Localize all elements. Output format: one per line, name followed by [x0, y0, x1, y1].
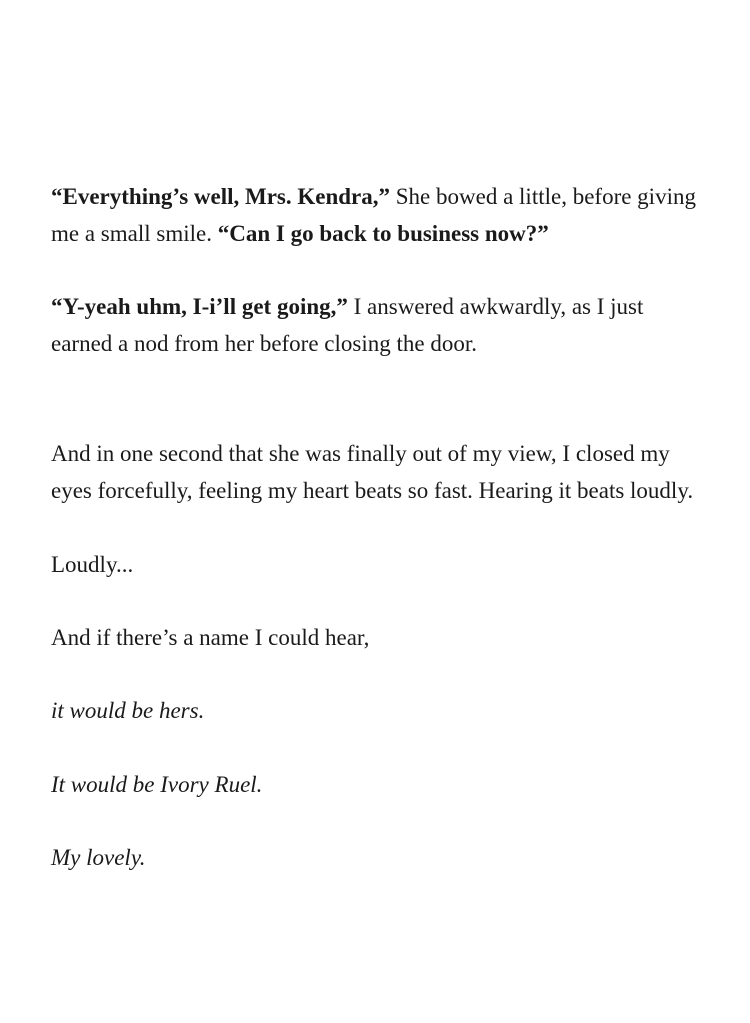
paragraph-dialogue-1	[51, 178, 711, 252]
narration-text: I answered awkwardly, as I just	[347, 294, 644, 319]
narration-text: And in one second that she was finally out of my view, I closed my	[51, 441, 670, 466]
narration-text: eyes forcefully, feeling my heart beats so fast. Hearing it beats loudly.	[51, 478, 694, 503]
narration-text: She bowed a little, before giving	[390, 184, 696, 209]
dialogue-bold: “Can I go back to business now?”	[217, 221, 549, 246]
text-line	[51, 178, 711, 215]
italic-text: It would be Ivory Ruel.	[51, 772, 263, 797]
narration-text: Loudly...	[51, 552, 134, 577]
dialogue-bold: “Y-yeah uhm, I-i’ll get going,”	[51, 294, 348, 319]
paragraph-italic-ivory	[51, 766, 711, 803]
text-line	[51, 288, 711, 325]
dialogue-bold: “Everything’s well, Mrs. Kendra,”	[51, 184, 391, 209]
narration-text: And if there’s a name I could hear,	[51, 625, 370, 650]
paragraph-loudly	[51, 546, 711, 583]
text-line	[51, 472, 711, 509]
italic-text: it would be hers.	[51, 698, 205, 723]
paragraph-italic-hers	[51, 692, 711, 729]
paragraph-dialogue-2	[51, 288, 711, 362]
paragraph-narration	[51, 435, 711, 509]
text-line	[51, 435, 711, 472]
text-line	[51, 215, 711, 252]
paragraph-name	[51, 619, 711, 656]
paragraph-italic-lovely	[51, 839, 711, 876]
narration-text: me a small smile.	[51, 221, 218, 246]
text-line	[51, 325, 711, 362]
italic-text: My lovely.	[51, 845, 146, 870]
narration-text: earned a nod from her before closing the door.	[51, 331, 477, 356]
